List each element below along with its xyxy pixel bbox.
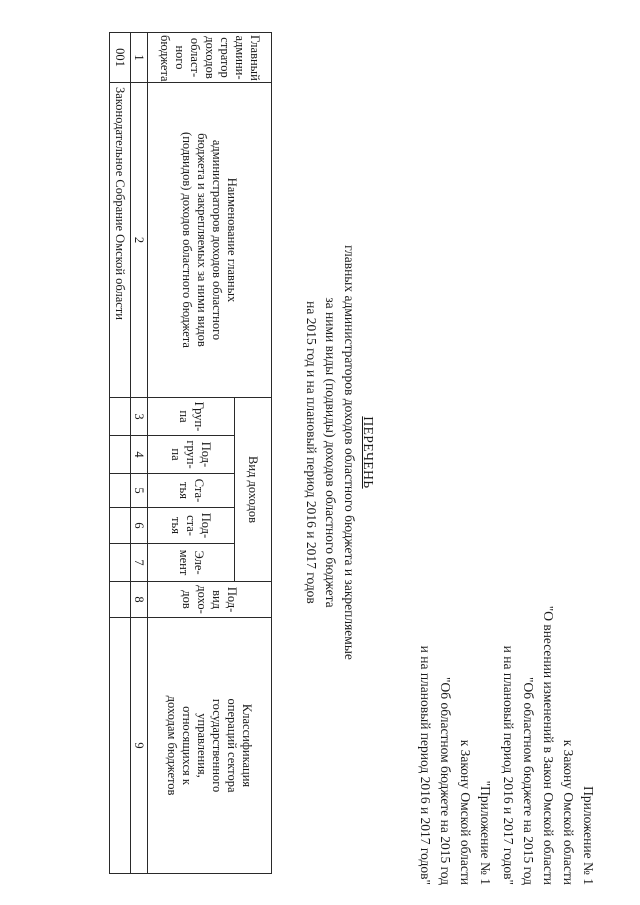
title-line: главных администраторов доходов областного бюджета и закрепляемые — [342, 245, 357, 660]
appendix-line: "Об областном бюджете на 2015 год — [521, 677, 536, 885]
empty-cell — [110, 544, 131, 582]
header-classification: Классификация операций сектора государственного управления, относящихся к доходам бюджетов — [148, 618, 272, 874]
appendix-current-block — [498, 606, 598, 885]
header-subarticle: Под- ста- тья — [148, 508, 235, 544]
appendix-original-block — [415, 646, 495, 885]
appendix-line: к Закону Омской области — [561, 739, 576, 885]
table-row — [110, 33, 131, 874]
column-numbers-row — [131, 33, 148, 874]
appendix-line: и на плановый период 2016 и 2017 годов" — [501, 645, 516, 885]
header-article: Ста- тья — [148, 474, 235, 508]
empty-cell — [110, 508, 131, 544]
column-number: 4 — [131, 436, 148, 474]
admin-code-cell: 001 — [110, 33, 131, 83]
header-admin: Главный админи- стратор доходов област- ного бюджета — [148, 33, 272, 83]
title-line: на 2015 год и на плановый период 2016 и 2017 годов — [304, 301, 319, 604]
header-subtype: Под- вид дохо- дов — [148, 582, 272, 618]
header-row-1 — [235, 33, 272, 874]
column-number: 5 — [131, 474, 148, 508]
empty-cell — [110, 436, 131, 474]
empty-cell — [110, 398, 131, 436]
column-number: 2 — [131, 83, 148, 398]
revenue-administrators-table — [109, 32, 272, 874]
column-number: 8 — [131, 582, 148, 618]
header-element: Эле- мент — [148, 544, 235, 582]
appendix-line: "Об областном бюджете на 2015 год — [438, 677, 453, 885]
header-subgroup: Под- груп- па — [148, 436, 235, 474]
appendix-line: "О внесении изменений в Закон Омской области — [541, 605, 556, 885]
title-line: за ними виды (подвиды) доходов областного бюджета — [323, 297, 338, 608]
header-name: Наименование главных администраторов доходов областного бюджета и закрепляемых за ними видов (подвидов) доходов областного бюджета — [148, 83, 272, 398]
column-number: 3 — [131, 398, 148, 436]
empty-cell — [110, 582, 131, 618]
admin-name-cell: Законодательное Собрание Омской области — [110, 83, 131, 398]
appendix-line: и на плановый период 2016 и 2017 годов" — [418, 645, 433, 885]
column-number: 6 — [131, 508, 148, 544]
header-group: Груп- па — [148, 398, 235, 436]
appendix-line: "Приложение № 1 — [478, 780, 493, 885]
appendix-line: к Закону Омской области — [458, 739, 473, 885]
empty-cell — [110, 474, 131, 508]
empty-cell — [110, 618, 131, 874]
header-income-type: Вид доходов — [235, 398, 272, 582]
column-number: 7 — [131, 544, 148, 582]
title-heading: ПЕРЕЧЕНЬ — [361, 416, 376, 489]
column-number: 1 — [131, 33, 148, 83]
appendix-line: Приложение № 1 — [581, 786, 596, 885]
column-number: 9 — [131, 618, 148, 874]
document-title — [302, 0, 378, 905]
